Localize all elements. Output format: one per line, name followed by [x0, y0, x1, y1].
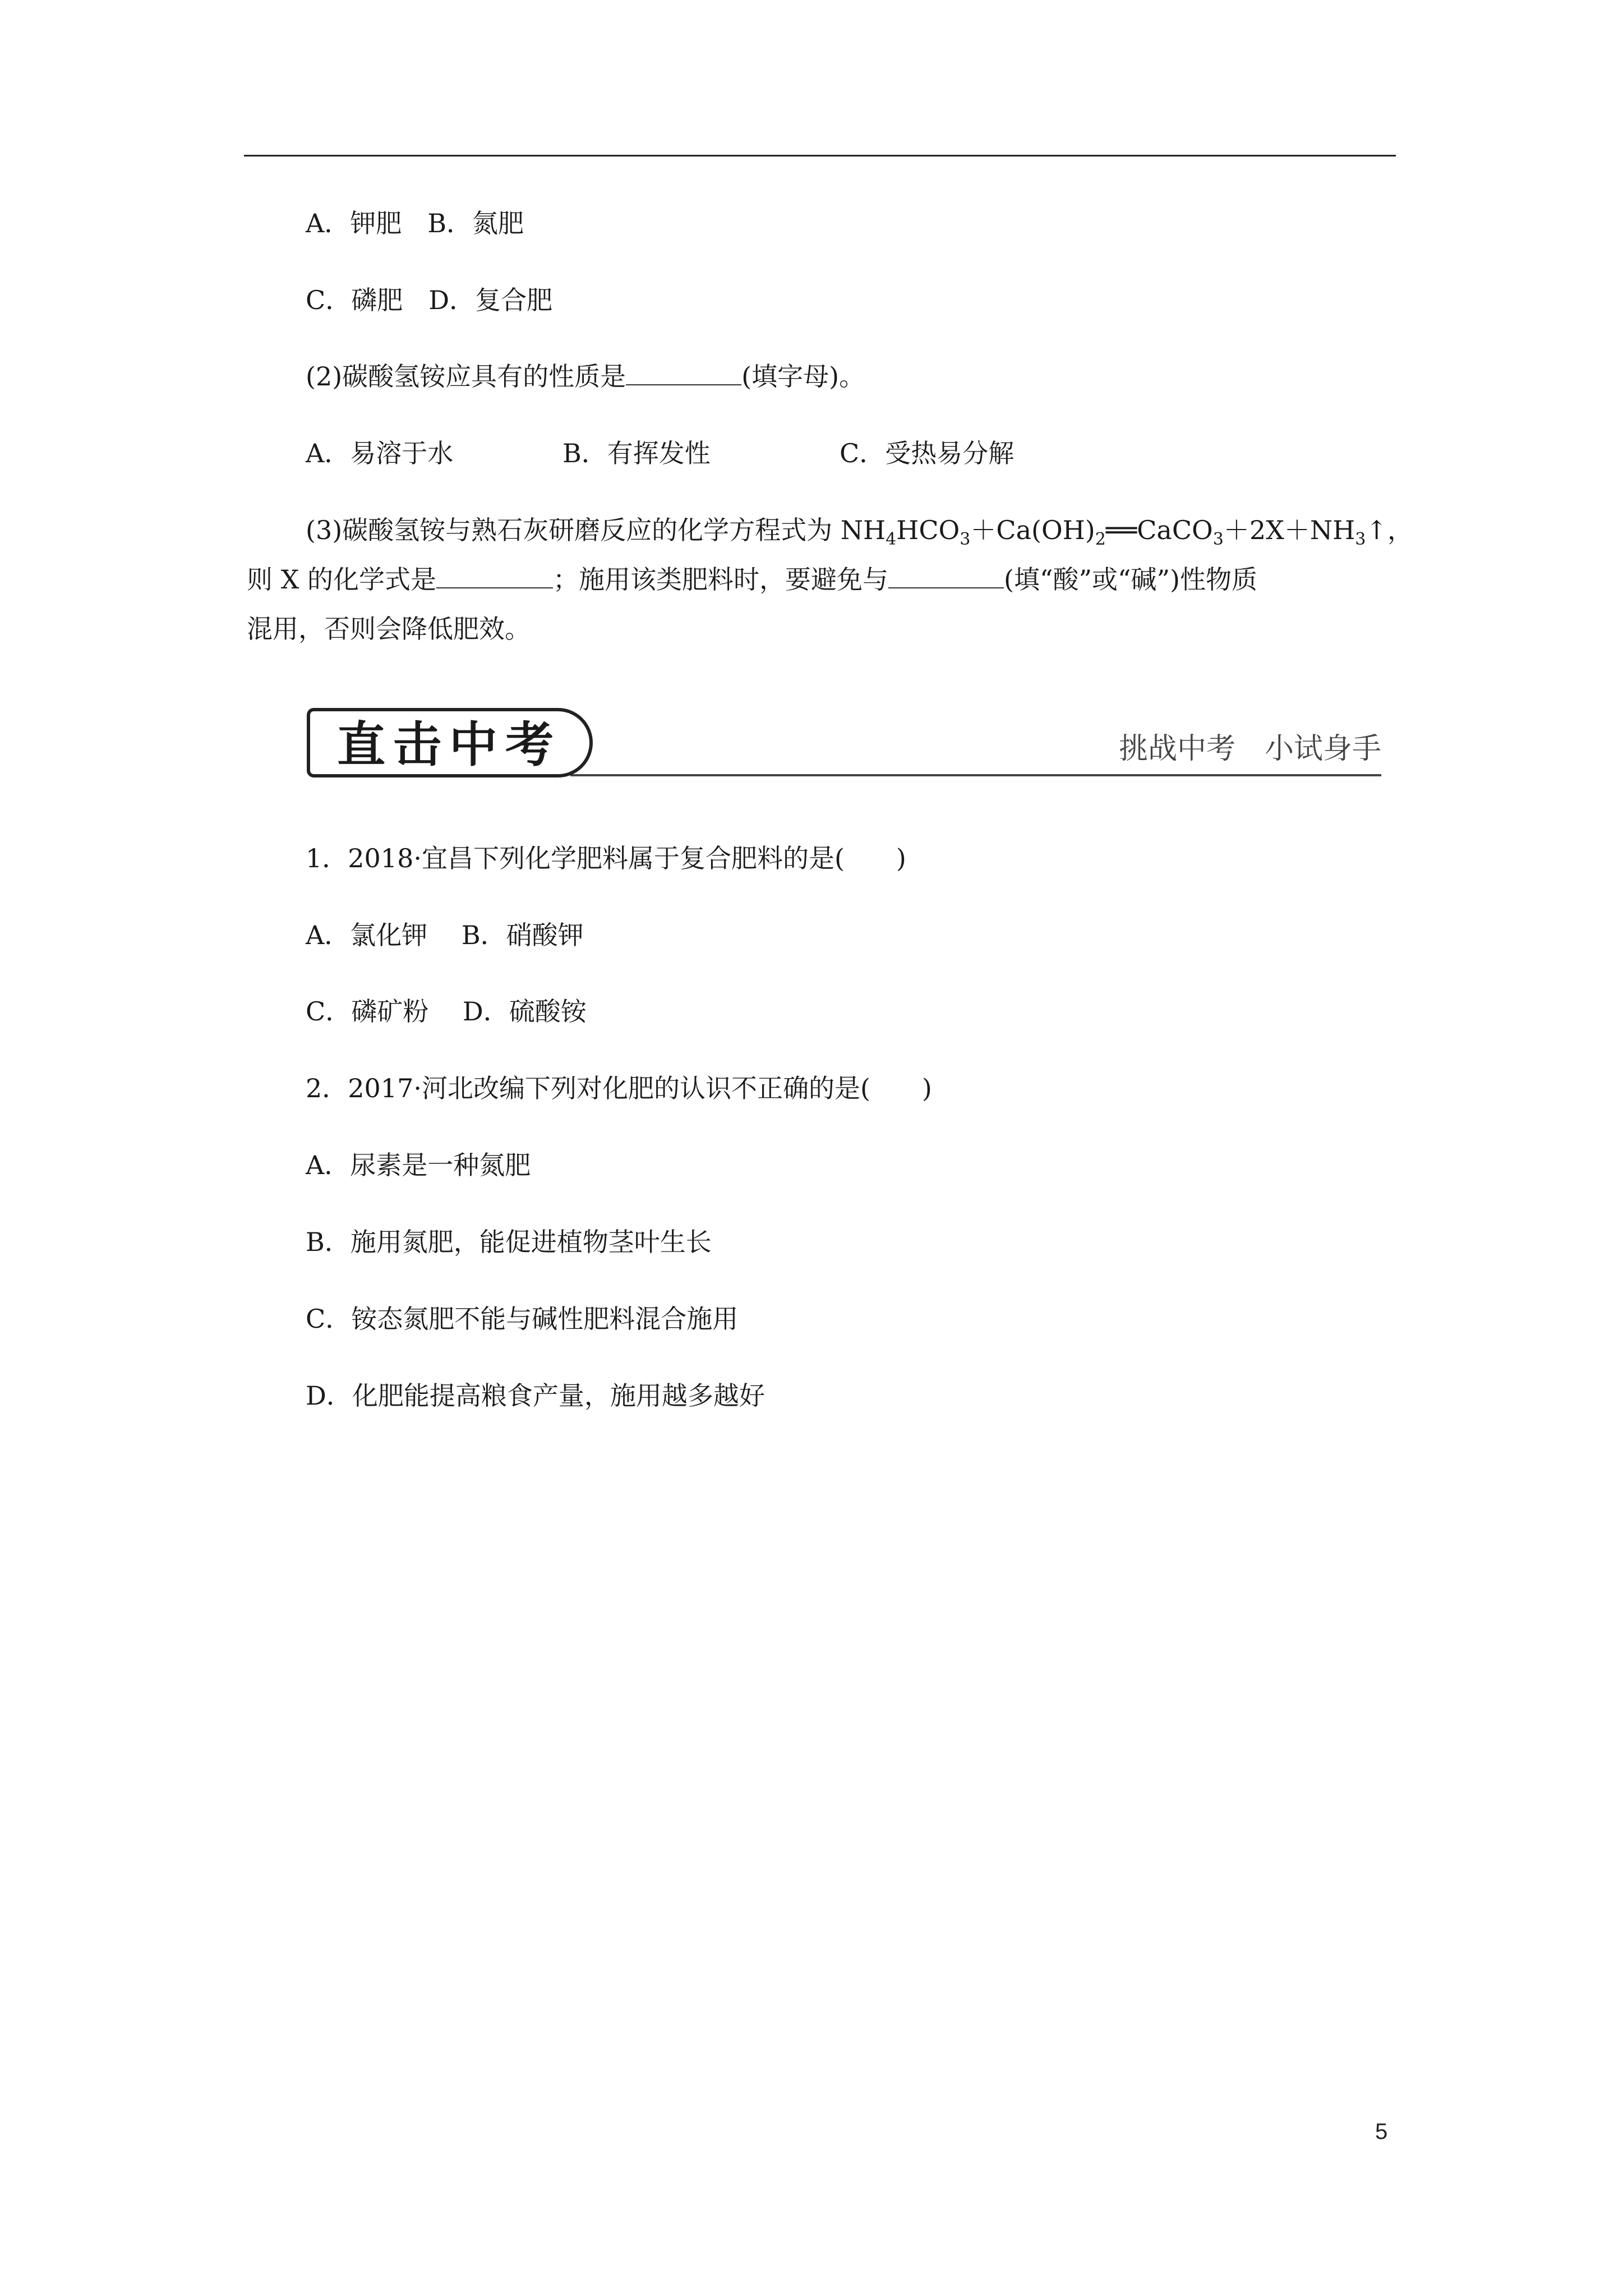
- question-2-stem: 2．2017·河北改编下列对化肥的认识不正确的是( ): [306, 1073, 932, 1103]
- part3-line-2: 则 X 的化学式是 ；施用该类肥料时，要避免与 (填“酸”或“碱”)性物质: [247, 563, 1257, 596]
- question-2-option-a: A．尿素是一种氮肥: [306, 1150, 531, 1180]
- part3-line-3: 混用，否则会降低肥效。: [247, 614, 531, 644]
- section-title: 直击中考: [337, 717, 561, 773]
- part2-option-a: A．易溶于水: [306, 438, 454, 468]
- answer-blank[interactable]: [888, 563, 1004, 588]
- option-a: A．钾肥: [306, 208, 402, 238]
- part2-option-b: B．有挥发性: [562, 438, 711, 468]
- part2-stem: (2)碳酸氢铵应具有的性质是 (填字母)。: [306, 360, 865, 393]
- option-row-c-d: [306, 283, 552, 317]
- question-2-option-b: B．施用氮肥，能促进植物茎叶生长: [306, 1227, 712, 1257]
- header-rule: [244, 155, 1396, 157]
- section-banner: [307, 708, 1381, 784]
- option-row-a-b: [306, 206, 524, 240]
- question-2-option-c: C．铵态氮肥不能与碱性肥料混合施用: [306, 1304, 739, 1334]
- section-subtitle: 挑战中考 小试身手: [1118, 732, 1381, 766]
- question-2-option-d: D．化肥能提高粮食产量，施用越多越好: [306, 1381, 765, 1411]
- answer-blank[interactable]: [626, 360, 741, 385]
- question-1-stem: 1．2018·宜昌下列化学肥料属于复合肥料的是( ): [306, 843, 906, 873]
- question-1-options-a-b: A．氯化钾 B．硝酸钾: [306, 920, 584, 950]
- banner-rule: [570, 774, 1381, 776]
- question-1-options-c-d: C．磷矿粉 D．硫酸铵: [306, 996, 587, 1027]
- part2-option-c: C．受热易分解: [840, 438, 1015, 468]
- banner-title-box: [307, 708, 593, 777]
- option-c: C．磷肥: [306, 285, 403, 315]
- part3-line-1: (3)碳酸氢铵与熟石灰研磨反应的化学方程式为 $NH_4HCO_3+Ca(OH)_2══CaCO_3+2X+NH_3↑$，: [306, 515, 1413, 549]
- chemical-equation: $NH_4HCO_3+Ca(OH)_2══CaCO_3+2X+NH_3↑$，: [840, 515, 1413, 549]
- answer-blank[interactable]: [436, 563, 553, 588]
- option-d: D．复合肥: [428, 285, 553, 315]
- option-b: B．氮肥: [427, 208, 524, 238]
- page-number: 5: [1375, 2119, 1388, 2144]
